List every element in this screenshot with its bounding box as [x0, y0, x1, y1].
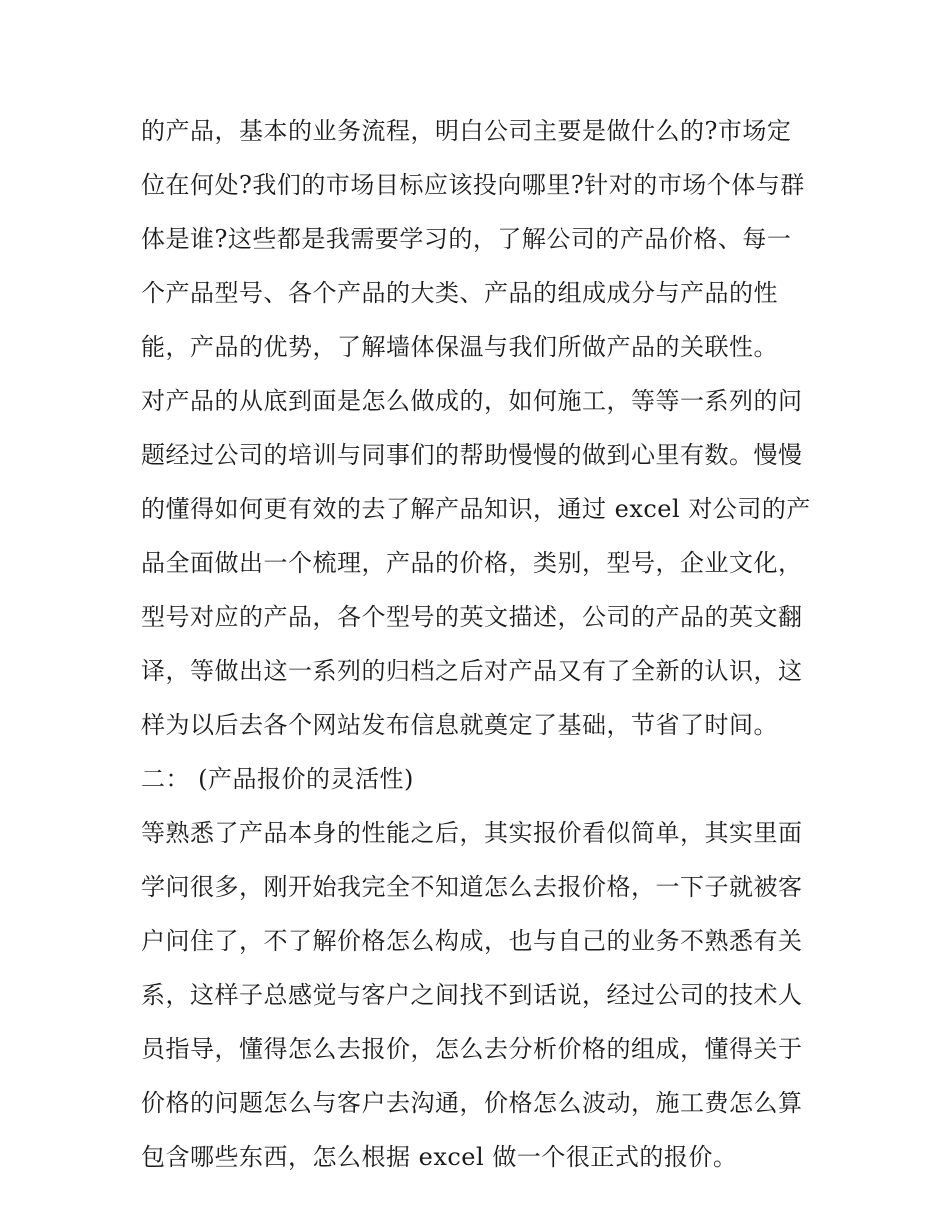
text-line-11: 译，等做出这一系列的归档之后对产品又有了全新的认识，这 — [141, 657, 803, 685]
text-line-2: 位在何处?我们的市场目标应该投向哪里?针对的市场个体与群 — [141, 171, 805, 199]
text-line-19: 价格的问题怎么与客户去沟通，价格怎么波动，施工费怎么算 — [141, 1089, 803, 1117]
text-line-3: 体是谁?这些都是我需要学习的，了解公司的产品价格、每一 — [141, 225, 792, 253]
text-line-14: 等熟悉了产品本身的性能之后，其实报价看似简单，其实里面 — [141, 819, 803, 847]
section-heading: 二： (产品报价的灵活性) — [141, 765, 414, 793]
text-line-18: 员指导，懂得怎么去报价，怎么去分析价格的组成，懂得关于 — [141, 1035, 803, 1063]
text-line-17: 系，这样子总感觉与客户之间找不到话说，经过公司的技术人 — [141, 981, 803, 1009]
text-line-16: 户问住了，不了解价格怎么构成，也与自己的业务不熟悉有关 — [141, 927, 803, 955]
text-line-12: 样为以后去各个网站发布信息就奠定了基础，节省了时间。 — [141, 711, 778, 739]
text-line-4: 个产品型号、各个产品的大类、产品的组成成分与产品的性 — [141, 279, 778, 307]
text-line-15: 学问很多，刚开始我完全不知道怎么去报价格，一下子就被客 — [141, 873, 803, 901]
text-line-20: 包含哪些东西，怎么根据 excel 做一个很正式的报价。 — [141, 1143, 738, 1171]
text-line-8: 的懂得如何更有效的去了解产品知识，通过 excel 对公司的产 — [141, 495, 811, 523]
text-line-5: 能，产品的优势，了解墙体保温与我们所做产品的关联性。 — [141, 333, 778, 361]
text-line-9: 品全面做出一个梳理，产品的价格，类别，型号，企业文化， — [141, 549, 803, 577]
text-line-1: 的产品，基本的业务流程，明白公司主要是做什么的?市场定 — [141, 117, 792, 145]
text-line-10: 型号对应的产品，各个型号的英文描述，公司的产品的英文翻 — [141, 603, 803, 631]
body-text — [141, 109, 821, 1189]
text-line-7: 题经过公司的培训与同事们的帮助慢慢的做到心里有数。慢慢 — [141, 441, 803, 469]
text-line-6: 对产品的从底到面是怎么做成的，如何施工，等等一系列的问 — [141, 387, 803, 415]
